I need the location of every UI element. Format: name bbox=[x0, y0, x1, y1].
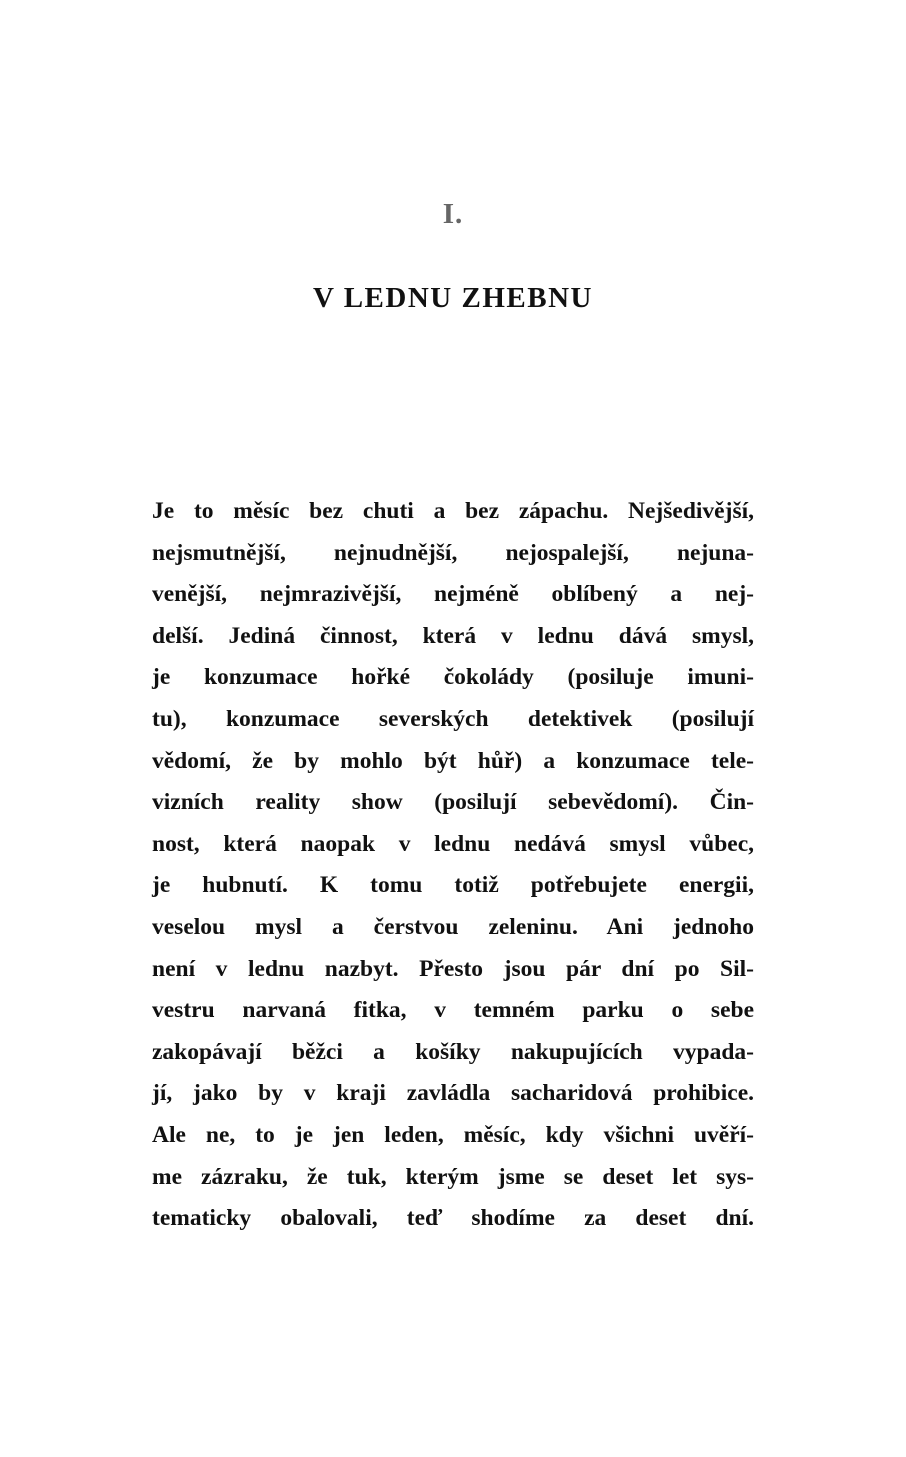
text-line: jí, jako by v kraji zavládla sacharidová prohibice. bbox=[152, 1080, 754, 1107]
text-line: nejsmutnější, nejnudnější, nejospalejší, nejuna- bbox=[152, 539, 754, 566]
text-line: zakopávají běžci a košíky nakupujících vypada- bbox=[152, 1038, 754, 1065]
text-line: nost, která naopak v lednu nedává smysl vůbec, bbox=[152, 830, 754, 857]
text-line: me zázraku, že tuk, kterým jsme se deset let sys- bbox=[152, 1163, 754, 1190]
text-line: je hubnutí. K tomu totiž potřebujete energii, bbox=[152, 872, 754, 899]
text-line: tu), konzumace severských detektivek (posilují bbox=[152, 705, 754, 732]
text-line: tematicky obalovali, teď shodíme za deset dní. bbox=[152, 1205, 754, 1232]
text-line: vizních reality show (posilují sebevědomí). Čin- bbox=[152, 789, 754, 816]
text-line: je konzumace hořké čokolády (posiluje imuni- bbox=[152, 664, 754, 691]
text-line: venější, nejmrazivější, nejméně oblíbený a nej- bbox=[152, 581, 754, 608]
text-line: vědomí, že by mohlo být hůř) a konzumace tele- bbox=[152, 747, 754, 774]
text-line: veselou mysl a čerstvou zeleninu. Ani jednoho bbox=[152, 913, 754, 940]
text-line: Ale ne, to je jen leden, měsíc, kdy všichni uvěří- bbox=[152, 1121, 754, 1148]
text-line: vestru narvaná fitka, v temném parku o sebe bbox=[152, 997, 754, 1024]
chapter-title: V LEDNU ZHEBNU bbox=[313, 282, 593, 314]
chapter-number: I. bbox=[442, 198, 464, 230]
text-line: delší. Jediná činnost, která v lednu dává smysl, bbox=[152, 622, 754, 649]
text-line: Je to měsíc bez chuti a bez zápachu. Nejšedivější, bbox=[152, 498, 754, 524]
chapter-body-paragraph bbox=[152, 491, 754, 1240]
text-line: není v lednu nazbyt. Přesto jsou pár dní po Sil- bbox=[152, 955, 754, 982]
